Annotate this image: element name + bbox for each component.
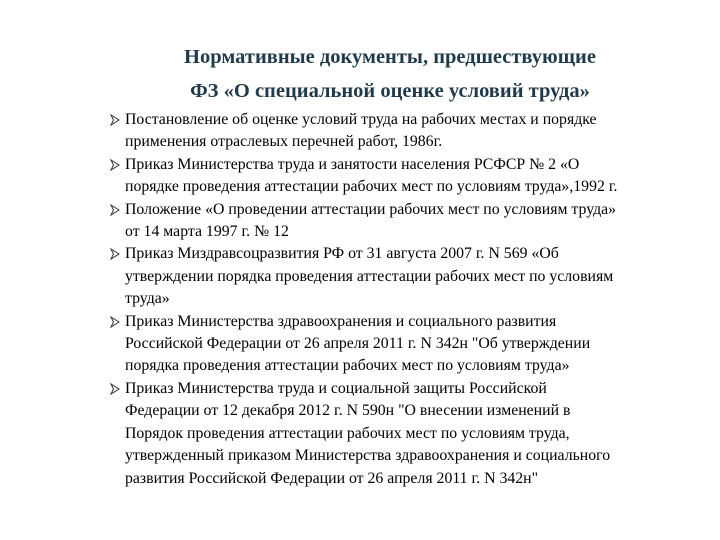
list-item-text [125,109,700,154]
arrowhead-bullet-icon [110,114,120,126]
document-list [0,109,720,490]
list-item-text [125,154,700,199]
list-item-line: Приказ Миздравсоцразвития РФ от 31 августа 2007 г. N 569 «Об [125,245,559,263]
list-item-line: от 14 марта 1997 г. № 12 [125,223,289,241]
list-item-line: труда» [125,290,170,308]
list-item-text [125,199,700,244]
list-item-line: развития Российской Федерации от 26 апреля 2011 г. N 342н" [125,469,539,487]
list-item-text [125,378,700,490]
list-item-line: утвержденный приказом Министерства здравоохранения и социального [125,447,611,465]
list-item-text [125,243,700,310]
list-item-line: Приказ Министерства труда и социальной защиты Российской [125,379,547,397]
list-item-line: порядка проведения аттестации рабочих мест по условиям труда» [125,357,570,375]
arrowhead-bullet-icon [110,159,120,171]
arrowhead-bullet-icon [110,316,120,328]
list-item [0,311,720,378]
list-item-line: утверждении порядка проведения аттестации рабочих мест по условиям [125,267,614,285]
title-line-1: Нормативные документы, предшествующие [184,46,596,68]
list-item-line: Приказ Министерства труда и занятости населения РСФСР № 2 «О [125,155,580,173]
arrowhead-bullet-icon [110,248,120,260]
list-item [0,243,720,310]
list-item-line: Порядок проведения аттестации рабочих мест по условиям труда, [125,424,570,442]
list-item-line: Приказ Министерства здравоохранения и социального развития [125,312,557,330]
list-item [0,154,720,199]
arrowhead-bullet-icon [110,383,120,395]
list-item-text [125,311,700,378]
list-item-line: Федерации от 12 декабря 2012 г. N 590н "О внесении изменений в [125,402,571,420]
list-item-line: применения отраслевых перечней работ, 1986г. [125,133,443,151]
list-item-line: Российской Федерации от 26 апреля 2011 г. N 342н "Об утверждении [125,335,591,353]
title-line-2: ФЗ «О специальной оценке условий труда» [190,80,590,102]
list-item [0,199,720,244]
list-item-line: Постановление об оценке условий труда на рабочих местах и порядке [125,111,597,128]
list-item [0,109,720,154]
list-item-line: Положение «О проведении аттестации рабочих мест по условиям труда» [125,200,617,218]
list-item-line: порядке проведения аттестации рабочих мест по условиям труда»,1992 г. [125,178,618,196]
list-item [0,378,720,490]
arrowhead-bullet-icon [110,204,120,216]
slide-title [110,40,670,108]
